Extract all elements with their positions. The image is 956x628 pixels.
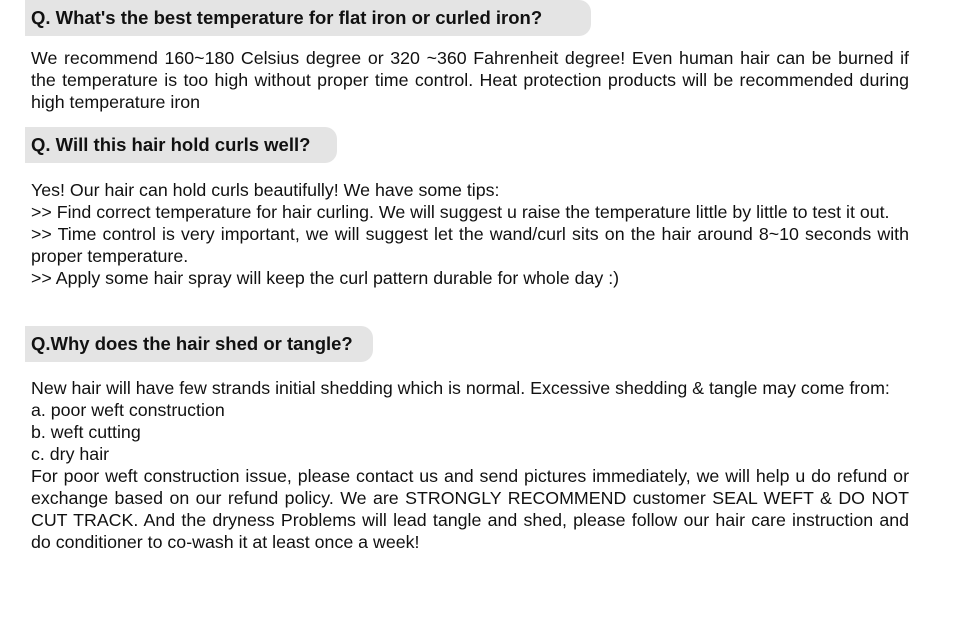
faq-2-tip: >> Apply some hair spray will keep the curl pattern durable for whole day :) — [31, 268, 620, 288]
faq-1-answer: We recommend 160~180 Celsius degree or 320 ~360 Fahrenheit degree! Even human hair can be burned if the temperature is too high without proper time control. Heat protection products will be recommended during high temperature iron — [31, 48, 909, 112]
faq-2-tip: >> Find correct temperature for hair curling. We will suggest u raise the temperature little by little to test it out. — [31, 202, 890, 222]
faq-3-answer-block — [31, 377, 909, 553]
faq-1-question-box — [25, 0, 591, 36]
faq-3-question-box — [25, 326, 373, 362]
faq-2-answer-intro: Yes! Our hair can hold curls beautifully! We have some tips: — [31, 180, 500, 200]
faq-3-cause: c. dry hair — [31, 444, 110, 464]
faq-3-cause: b. weft cutting — [31, 422, 141, 442]
faq-2-tip: >> Time control is very important, we will suggest let the wand/curl sits on the hair around 8~10 seconds with proper temperature. — [31, 224, 909, 266]
faq-3-cause: a. poor weft construction — [31, 400, 225, 420]
faq-2-answer-block — [31, 179, 909, 289]
faq-2-question: Q. Will this hair hold curls well? — [31, 134, 311, 155]
faq-2-question-box — [25, 127, 337, 163]
faq-3-answer-intro: New hair will have few strands initial shedding which is normal. Excessive shedding & tangle may come from: — [31, 378, 890, 398]
faq-3-answer-outro: For poor weft construction issue, please contact us and send pictures immediately, we will help u do refund or exchange based on our refund policy. We are STRONGLY RECOMMEND customer SEAL WEFT & DO NOT CUT TRACK. And the dryness Problems will lead tangle and shed, please follow our hair care instruction and do conditioner to co-wash it at least once a week! — [31, 466, 909, 552]
faq-1-answer-block — [31, 47, 909, 113]
faq-3-question: Q.Why does the hair shed or tangle? — [31, 333, 353, 354]
faq-1-question: Q. What's the best temperature for flat iron or curled iron? — [31, 7, 543, 28]
